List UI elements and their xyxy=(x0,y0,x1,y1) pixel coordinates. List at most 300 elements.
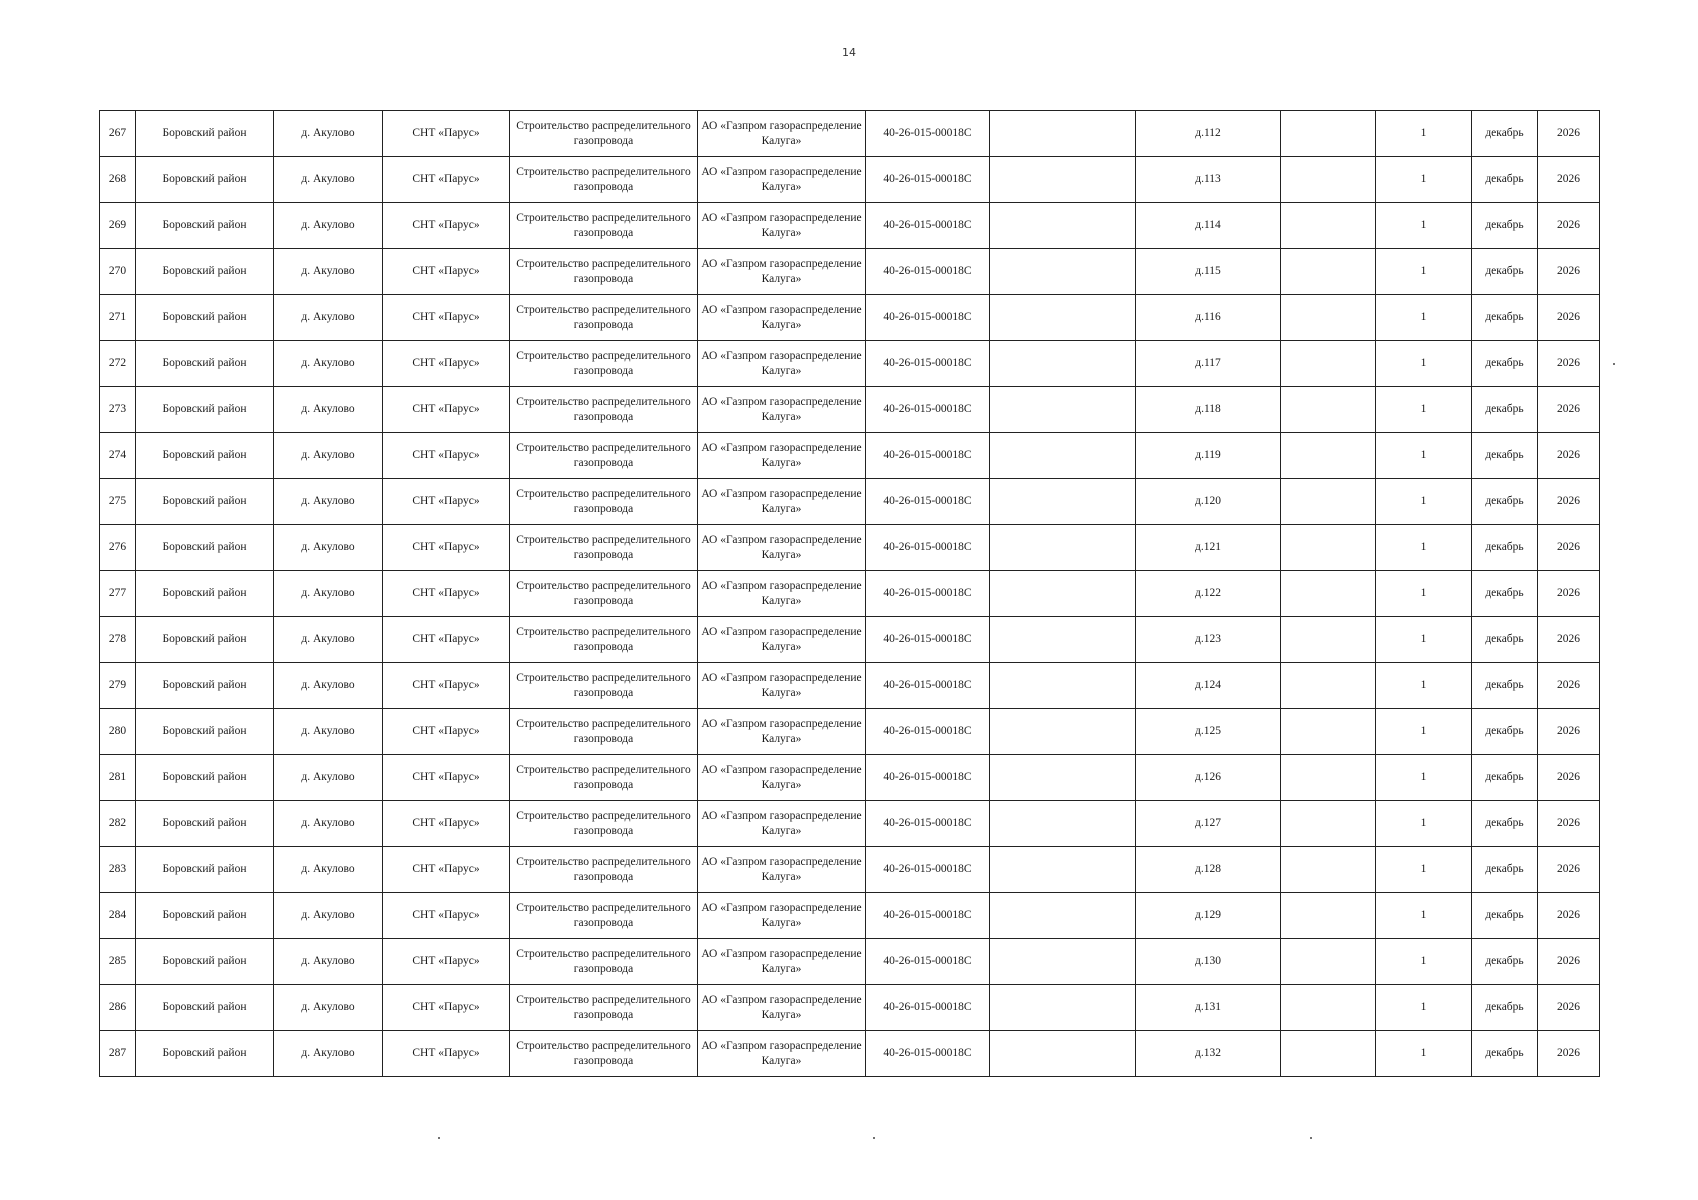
organization-cell: АО «Газпром газораспределение Калуга» xyxy=(698,433,866,479)
blank-cell xyxy=(990,801,1136,847)
house-cell: д.122 xyxy=(1136,571,1281,617)
house-cell: д.115 xyxy=(1136,249,1281,295)
table-row xyxy=(100,479,1600,525)
code-cell: 40-26-015-00018С xyxy=(866,709,990,755)
scan-speck xyxy=(873,1137,875,1139)
settlement-cell: СНТ «Парус» xyxy=(383,985,510,1031)
table-row xyxy=(100,709,1600,755)
code-cell: 40-26-015-00018С xyxy=(866,479,990,525)
organization-cell: АО «Газпром газораспределение Калуга» xyxy=(698,985,866,1031)
blank-cell xyxy=(1281,801,1376,847)
code-cell: 40-26-015-00018С xyxy=(866,203,990,249)
year-cell: 2026 xyxy=(1538,111,1600,157)
village-cell: д. Акулово xyxy=(274,755,383,801)
year-cell: 2026 xyxy=(1538,1031,1600,1077)
table-row xyxy=(100,111,1600,157)
district-cell: Боровский район xyxy=(136,847,274,893)
year-cell: 2026 xyxy=(1538,663,1600,709)
settlement-cell: СНТ «Парус» xyxy=(383,893,510,939)
settlement-cell: СНТ «Парус» xyxy=(383,571,510,617)
settlement-cell: СНТ «Парус» xyxy=(383,433,510,479)
year-cell: 2026 xyxy=(1538,709,1600,755)
blank-cell xyxy=(1281,663,1376,709)
work-type-cell: Строительство распределительного газопровода xyxy=(510,801,698,847)
row-number: 279 xyxy=(100,663,136,709)
house-cell: д.124 xyxy=(1136,663,1281,709)
district-cell: Боровский район xyxy=(136,341,274,387)
quantity-cell: 1 xyxy=(1376,433,1472,479)
house-cell: д.121 xyxy=(1136,525,1281,571)
month-cell: декабрь xyxy=(1472,295,1538,341)
house-cell: д.128 xyxy=(1136,847,1281,893)
quantity-cell: 1 xyxy=(1376,295,1472,341)
organization-cell: АО «Газпром газораспределение Калуга» xyxy=(698,1031,866,1077)
village-cell: д. Акулово xyxy=(274,525,383,571)
table-row xyxy=(100,525,1600,571)
district-cell: Боровский район xyxy=(136,295,274,341)
house-cell: д.131 xyxy=(1136,985,1281,1031)
blank-cell xyxy=(1281,1031,1376,1077)
month-cell: декабрь xyxy=(1472,433,1538,479)
table-row xyxy=(100,433,1600,479)
table-row xyxy=(100,617,1600,663)
row-number: 281 xyxy=(100,755,136,801)
house-cell: д.117 xyxy=(1136,341,1281,387)
blank-cell xyxy=(990,387,1136,433)
month-cell: декабрь xyxy=(1472,663,1538,709)
district-cell: Боровский район xyxy=(136,479,274,525)
district-cell: Боровский район xyxy=(136,617,274,663)
blank-cell xyxy=(990,755,1136,801)
house-cell: д.130 xyxy=(1136,939,1281,985)
blank-cell xyxy=(1281,249,1376,295)
code-cell: 40-26-015-00018С xyxy=(866,755,990,801)
organization-cell: АО «Газпром газораспределение Калуга» xyxy=(698,755,866,801)
quantity-cell: 1 xyxy=(1376,1031,1472,1077)
quantity-cell: 1 xyxy=(1376,985,1472,1031)
quantity-cell: 1 xyxy=(1376,663,1472,709)
row-number: 275 xyxy=(100,479,136,525)
settlement-cell: СНТ «Парус» xyxy=(383,663,510,709)
district-cell: Боровский район xyxy=(136,111,274,157)
month-cell: декабрь xyxy=(1472,939,1538,985)
month-cell: декабрь xyxy=(1472,157,1538,203)
year-cell: 2026 xyxy=(1538,893,1600,939)
quantity-cell: 1 xyxy=(1376,571,1472,617)
month-cell: декабрь xyxy=(1472,203,1538,249)
work-type-cell: Строительство распределительного газопровода xyxy=(510,433,698,479)
month-cell: декабрь xyxy=(1472,479,1538,525)
settlement-cell: СНТ «Парус» xyxy=(383,755,510,801)
code-cell: 40-26-015-00018С xyxy=(866,433,990,479)
settlement-cell: СНТ «Парус» xyxy=(383,387,510,433)
code-cell: 40-26-015-00018С xyxy=(866,801,990,847)
settlement-cell: СНТ «Парус» xyxy=(383,1031,510,1077)
organization-cell: АО «Газпром газораспределение Калуга» xyxy=(698,525,866,571)
row-number: 269 xyxy=(100,203,136,249)
district-cell: Боровский район xyxy=(136,433,274,479)
blank-cell xyxy=(1281,985,1376,1031)
organization-cell: АО «Газпром газораспределение Калуга» xyxy=(698,203,866,249)
month-cell: декабрь xyxy=(1472,1031,1538,1077)
blank-cell xyxy=(990,663,1136,709)
blank-cell xyxy=(990,157,1136,203)
district-cell: Боровский район xyxy=(136,939,274,985)
row-number: 282 xyxy=(100,801,136,847)
blank-cell xyxy=(990,203,1136,249)
scan-speck xyxy=(1613,363,1615,365)
blank-cell xyxy=(990,939,1136,985)
settlement-cell: СНТ «Парус» xyxy=(383,617,510,663)
row-number: 274 xyxy=(100,433,136,479)
blank-cell xyxy=(990,893,1136,939)
table-row xyxy=(100,755,1600,801)
settlement-cell: СНТ «Парус» xyxy=(383,939,510,985)
year-cell: 2026 xyxy=(1538,203,1600,249)
year-cell: 2026 xyxy=(1538,295,1600,341)
work-type-cell: Строительство распределительного газопровода xyxy=(510,111,698,157)
village-cell: д. Акулово xyxy=(274,203,383,249)
work-type-cell: Строительство распределительного газопровода xyxy=(510,525,698,571)
work-type-cell: Строительство распределительного газопровода xyxy=(510,203,698,249)
month-cell: декабрь xyxy=(1472,387,1538,433)
work-type-cell: Строительство распределительного газопровода xyxy=(510,617,698,663)
row-number: 270 xyxy=(100,249,136,295)
work-type-cell: Строительство распределительного газопровода xyxy=(510,709,698,755)
blank-cell xyxy=(1281,755,1376,801)
house-cell: д.116 xyxy=(1136,295,1281,341)
village-cell: д. Акулово xyxy=(274,709,383,755)
work-type-cell: Строительство распределительного газопровода xyxy=(510,341,698,387)
house-cell: д.126 xyxy=(1136,755,1281,801)
settlement-cell: СНТ «Парус» xyxy=(383,203,510,249)
blank-cell xyxy=(990,341,1136,387)
code-cell: 40-26-015-00018С xyxy=(866,939,990,985)
month-cell: декабрь xyxy=(1472,801,1538,847)
work-type-cell: Строительство распределительного газопровода xyxy=(510,249,698,295)
table-row xyxy=(100,387,1600,433)
code-cell: 40-26-015-00018С xyxy=(866,387,990,433)
table-row xyxy=(100,801,1600,847)
quantity-cell: 1 xyxy=(1376,111,1472,157)
organization-cell: АО «Газпром газораспределение Калуга» xyxy=(698,157,866,203)
blank-cell xyxy=(1281,525,1376,571)
row-number: 273 xyxy=(100,387,136,433)
blank-cell xyxy=(1281,939,1376,985)
district-cell: Боровский район xyxy=(136,525,274,571)
blank-cell xyxy=(1281,433,1376,479)
house-cell: д.120 xyxy=(1136,479,1281,525)
district-cell: Боровский район xyxy=(136,157,274,203)
village-cell: д. Акулово xyxy=(274,617,383,663)
work-type-cell: Строительство распределительного газопровода xyxy=(510,755,698,801)
row-number: 283 xyxy=(100,847,136,893)
village-cell: д. Акулово xyxy=(274,157,383,203)
quantity-cell: 1 xyxy=(1376,847,1472,893)
village-cell: д. Акулово xyxy=(274,663,383,709)
blank-cell xyxy=(990,433,1136,479)
organization-cell: АО «Газпром газораспределение Калуга» xyxy=(698,893,866,939)
scan-speck xyxy=(438,1137,440,1139)
registry-table xyxy=(99,110,1600,1077)
house-cell: д.127 xyxy=(1136,801,1281,847)
district-cell: Боровский район xyxy=(136,203,274,249)
organization-cell: АО «Газпром газораспределение Калуга» xyxy=(698,939,866,985)
year-cell: 2026 xyxy=(1538,525,1600,571)
district-cell: Боровский район xyxy=(136,893,274,939)
table-row xyxy=(100,295,1600,341)
code-cell: 40-26-015-00018С xyxy=(866,295,990,341)
month-cell: декабрь xyxy=(1472,617,1538,663)
district-cell: Боровский район xyxy=(136,755,274,801)
quantity-cell: 1 xyxy=(1376,801,1472,847)
row-number: 287 xyxy=(100,1031,136,1077)
work-type-cell: Строительство распределительного газопровода xyxy=(510,1031,698,1077)
district-cell: Боровский район xyxy=(136,709,274,755)
quantity-cell: 1 xyxy=(1376,341,1472,387)
blank-cell xyxy=(990,1031,1136,1077)
organization-cell: АО «Газпром газораспределение Калуга» xyxy=(698,387,866,433)
work-type-cell: Строительство распределительного газопровода xyxy=(510,387,698,433)
blank-cell xyxy=(990,985,1136,1031)
work-type-cell: Строительство распределительного газопровода xyxy=(510,985,698,1031)
house-cell: д.112 xyxy=(1136,111,1281,157)
table-row xyxy=(100,571,1600,617)
district-cell: Боровский район xyxy=(136,387,274,433)
blank-cell xyxy=(1281,617,1376,663)
house-cell: д.132 xyxy=(1136,1031,1281,1077)
row-number: 286 xyxy=(100,985,136,1031)
code-cell: 40-26-015-00018С xyxy=(866,571,990,617)
settlement-cell: СНТ «Парус» xyxy=(383,249,510,295)
organization-cell: АО «Газпром газораспределение Калуга» xyxy=(698,341,866,387)
row-number: 276 xyxy=(100,525,136,571)
code-cell: 40-26-015-00018С xyxy=(866,249,990,295)
quantity-cell: 1 xyxy=(1376,387,1472,433)
month-cell: декабрь xyxy=(1472,525,1538,571)
house-cell: д.129 xyxy=(1136,893,1281,939)
village-cell: д. Акулово xyxy=(274,985,383,1031)
month-cell: декабрь xyxy=(1472,755,1538,801)
house-cell: д.113 xyxy=(1136,157,1281,203)
month-cell: декабрь xyxy=(1472,571,1538,617)
quantity-cell: 1 xyxy=(1376,203,1472,249)
year-cell: 2026 xyxy=(1538,433,1600,479)
row-number: 272 xyxy=(100,341,136,387)
house-cell: д.123 xyxy=(1136,617,1281,663)
village-cell: д. Акулово xyxy=(274,479,383,525)
blank-cell xyxy=(1281,479,1376,525)
district-cell: Боровский район xyxy=(136,1031,274,1077)
organization-cell: АО «Газпром газораспределение Калуга» xyxy=(698,709,866,755)
year-cell: 2026 xyxy=(1538,939,1600,985)
work-type-cell: Строительство распределительного газопровода xyxy=(510,663,698,709)
row-number: 285 xyxy=(100,939,136,985)
work-type-cell: Строительство распределительного газопровода xyxy=(510,571,698,617)
village-cell: д. Акулово xyxy=(274,1031,383,1077)
settlement-cell: СНТ «Парус» xyxy=(383,341,510,387)
quantity-cell: 1 xyxy=(1376,157,1472,203)
code-cell: 40-26-015-00018С xyxy=(866,663,990,709)
table-row xyxy=(100,893,1600,939)
organization-cell: АО «Газпром газораспределение Калуга» xyxy=(698,249,866,295)
house-cell: д.118 xyxy=(1136,387,1281,433)
district-cell: Боровский район xyxy=(136,249,274,295)
month-cell: декабрь xyxy=(1472,341,1538,387)
code-cell: 40-26-015-00018С xyxy=(866,617,990,663)
organization-cell: АО «Газпром газораспределение Калуга» xyxy=(698,847,866,893)
code-cell: 40-26-015-00018С xyxy=(866,111,990,157)
table-row xyxy=(100,203,1600,249)
quantity-cell: 1 xyxy=(1376,525,1472,571)
organization-cell: АО «Газпром газораспределение Калуга» xyxy=(698,295,866,341)
blank-cell xyxy=(990,617,1136,663)
village-cell: д. Акулово xyxy=(274,387,383,433)
quantity-cell: 1 xyxy=(1376,709,1472,755)
district-cell: Боровский район xyxy=(136,571,274,617)
organization-cell: АО «Газпром газораспределение Калуга» xyxy=(698,571,866,617)
organization-cell: АО «Газпром газораспределение Калуга» xyxy=(698,479,866,525)
code-cell: 40-26-015-00018С xyxy=(866,157,990,203)
quantity-cell: 1 xyxy=(1376,755,1472,801)
district-cell: Боровский район xyxy=(136,985,274,1031)
row-number: 271 xyxy=(100,295,136,341)
house-cell: д.125 xyxy=(1136,709,1281,755)
district-cell: Боровский район xyxy=(136,801,274,847)
table-body xyxy=(100,111,1600,1077)
row-number: 284 xyxy=(100,893,136,939)
settlement-cell: СНТ «Парус» xyxy=(383,479,510,525)
settlement-cell: СНТ «Парус» xyxy=(383,157,510,203)
quantity-cell: 1 xyxy=(1376,893,1472,939)
blank-cell xyxy=(1281,571,1376,617)
work-type-cell: Строительство распределительного газопровода xyxy=(510,847,698,893)
row-number: 280 xyxy=(100,709,136,755)
scan-speck xyxy=(1310,1137,1312,1139)
year-cell: 2026 xyxy=(1538,571,1600,617)
blank-cell xyxy=(1281,341,1376,387)
village-cell: д. Акулово xyxy=(274,847,383,893)
code-cell: 40-26-015-00018С xyxy=(866,525,990,571)
settlement-cell: СНТ «Парус» xyxy=(383,111,510,157)
house-cell: д.114 xyxy=(1136,203,1281,249)
table-row xyxy=(100,1031,1600,1077)
quantity-cell: 1 xyxy=(1376,249,1472,295)
work-type-cell: Строительство распределительного газопровода xyxy=(510,295,698,341)
row-number: 267 xyxy=(100,111,136,157)
quantity-cell: 1 xyxy=(1376,617,1472,663)
code-cell: 40-26-015-00018С xyxy=(866,1031,990,1077)
code-cell: 40-26-015-00018С xyxy=(866,341,990,387)
table-row xyxy=(100,341,1600,387)
page-number: 14 xyxy=(842,46,856,59)
table-row xyxy=(100,939,1600,985)
month-cell: декабрь xyxy=(1472,249,1538,295)
blank-cell xyxy=(1281,295,1376,341)
house-cell: д.119 xyxy=(1136,433,1281,479)
row-number: 268 xyxy=(100,157,136,203)
settlement-cell: СНТ «Парус» xyxy=(383,525,510,571)
blank-cell xyxy=(1281,893,1376,939)
village-cell: д. Акулово xyxy=(274,111,383,157)
organization-cell: АО «Газпром газораспределение Калуга» xyxy=(698,111,866,157)
organization-cell: АО «Газпром газораспределение Калуга» xyxy=(698,663,866,709)
table-row xyxy=(100,847,1600,893)
blank-cell xyxy=(990,111,1136,157)
table-row xyxy=(100,985,1600,1031)
month-cell: декабрь xyxy=(1472,709,1538,755)
table-row xyxy=(100,157,1600,203)
village-cell: д. Акулово xyxy=(274,893,383,939)
year-cell: 2026 xyxy=(1538,479,1600,525)
month-cell: декабрь xyxy=(1472,847,1538,893)
work-type-cell: Строительство распределительного газопровода xyxy=(510,939,698,985)
blank-cell xyxy=(1281,387,1376,433)
code-cell: 40-26-015-00018С xyxy=(866,847,990,893)
year-cell: 2026 xyxy=(1538,985,1600,1031)
district-cell: Боровский район xyxy=(136,663,274,709)
blank-cell xyxy=(990,847,1136,893)
blank-cell xyxy=(990,479,1136,525)
blank-cell xyxy=(990,571,1136,617)
village-cell: д. Акулово xyxy=(274,571,383,617)
work-type-cell: Строительство распределительного газопровода xyxy=(510,479,698,525)
blank-cell xyxy=(1281,847,1376,893)
settlement-cell: СНТ «Парус» xyxy=(383,847,510,893)
blank-cell xyxy=(990,295,1136,341)
settlement-cell: СНТ «Парус» xyxy=(383,295,510,341)
code-cell: 40-26-015-00018С xyxy=(866,893,990,939)
organization-cell: АО «Газпром газораспределение Калуга» xyxy=(698,617,866,663)
organization-cell: АО «Газпром газораспределение Калуга» xyxy=(698,801,866,847)
village-cell: д. Акулово xyxy=(274,801,383,847)
village-cell: д. Акулово xyxy=(274,341,383,387)
year-cell: 2026 xyxy=(1538,249,1600,295)
year-cell: 2026 xyxy=(1538,341,1600,387)
blank-cell xyxy=(990,525,1136,571)
blank-cell xyxy=(990,709,1136,755)
blank-cell xyxy=(1281,157,1376,203)
quantity-cell: 1 xyxy=(1376,479,1472,525)
work-type-cell: Строительство распределительного газопровода xyxy=(510,893,698,939)
table-row xyxy=(100,663,1600,709)
code-cell: 40-26-015-00018С xyxy=(866,985,990,1031)
village-cell: д. Акулово xyxy=(274,939,383,985)
month-cell: декабрь xyxy=(1472,985,1538,1031)
village-cell: д. Акулово xyxy=(274,295,383,341)
blank-cell xyxy=(1281,111,1376,157)
year-cell: 2026 xyxy=(1538,755,1600,801)
quantity-cell: 1 xyxy=(1376,939,1472,985)
year-cell: 2026 xyxy=(1538,847,1600,893)
row-number: 278 xyxy=(100,617,136,663)
year-cell: 2026 xyxy=(1538,387,1600,433)
village-cell: д. Акулово xyxy=(274,433,383,479)
month-cell: декабрь xyxy=(1472,111,1538,157)
blank-cell xyxy=(1281,709,1376,755)
row-number: 277 xyxy=(100,571,136,617)
work-type-cell: Строительство распределительного газопровода xyxy=(510,157,698,203)
year-cell: 2026 xyxy=(1538,157,1600,203)
year-cell: 2026 xyxy=(1538,617,1600,663)
year-cell: 2026 xyxy=(1538,801,1600,847)
table-row xyxy=(100,249,1600,295)
settlement-cell: СНТ «Парус» xyxy=(383,801,510,847)
blank-cell xyxy=(1281,203,1376,249)
month-cell: декабрь xyxy=(1472,893,1538,939)
settlement-cell: СНТ «Парус» xyxy=(383,709,510,755)
blank-cell xyxy=(990,249,1136,295)
